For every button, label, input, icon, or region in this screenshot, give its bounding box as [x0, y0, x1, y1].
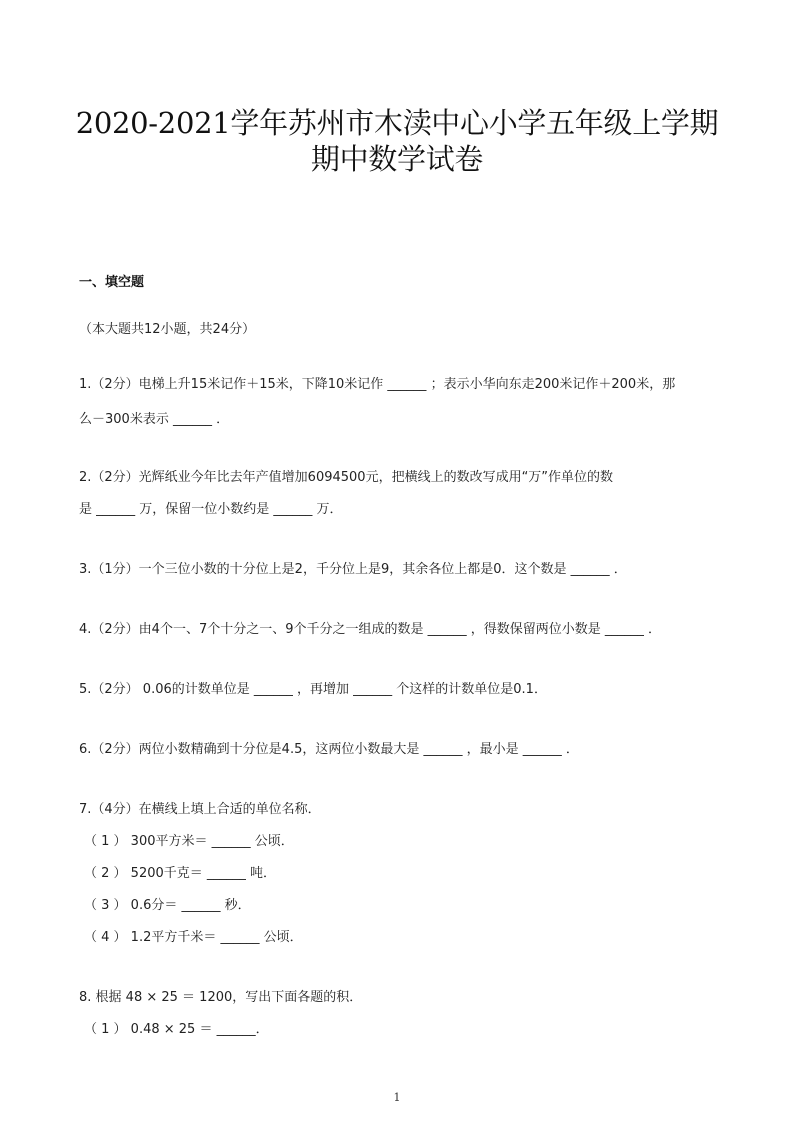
question-7-part-3: （ 3 ） 0.6分＝ ______ 秒． [84, 898, 251, 913]
exam-title-line-2: 期中数学试卷 [310, 142, 484, 176]
question-7-part-1: （ 1 ） 300平方米＝ ______ 公顷． [84, 834, 294, 849]
question-2-line-1: 2.（2分）光辉纸业今年比去年产值增加6094500元，把横线上的数改写成用“万”作单位的数 [79, 470, 614, 485]
question-7-part-4: （ 4 ） 1.2平方千米＝ ______ 公顷． [84, 930, 303, 945]
question-8-part-1: （ 1 ） 0.48 × 25 ＝ ______． [84, 1022, 269, 1037]
question-6: 6.（2分）两位小数精确到十分位是4.5，这两位小数最大是 ______ ，最小是 ______ ． [79, 742, 579, 757]
question-8: 8. 根据 48 × 25 ＝ 1200，写出下面各题的积． [79, 990, 363, 1005]
question-1-line-1: 1.（2分）电梯上升15米记作＋15米，下降10米记作 ______ ；表示小华向东走200米记作＋200米，那 [79, 377, 676, 392]
page-number: 1 [393, 1091, 401, 1104]
question-7-part-2: （ 2 ） 5200千克＝ ______ 吨． [84, 866, 277, 881]
question-4: 4.（2分）由4个一、7个十分之一、9个千分之一组成的数是 ______ ，得数保留两位小数是 ______ ． [79, 622, 662, 637]
exam-title-line-1: 2020-2021学年苏州市木渎中心小学五年级上学期 [75, 106, 719, 140]
question-2-line-2: 是 ______ 万，保留一位小数约是 ______ 万． [79, 502, 343, 517]
question-3: 3.（1分）一个三位小数的十分位上是2，千分位上是9，其余各位上都是0．这个数是 ______ ． [79, 562, 627, 577]
question-5: 5.（2分） 0.06的计数单位是 ______ ，再增加 ______ 个这样的计数单位是0.1． [79, 682, 547, 697]
question-1-line-2: 么－300米表示 ______ ． [79, 412, 230, 427]
question-7: 7.（4分）在横线上填上合适的单位名称． [79, 802, 321, 817]
section-note: （本大题共12小题，共24分） [79, 322, 256, 337]
section-heading: 一、填空题 [79, 275, 145, 290]
